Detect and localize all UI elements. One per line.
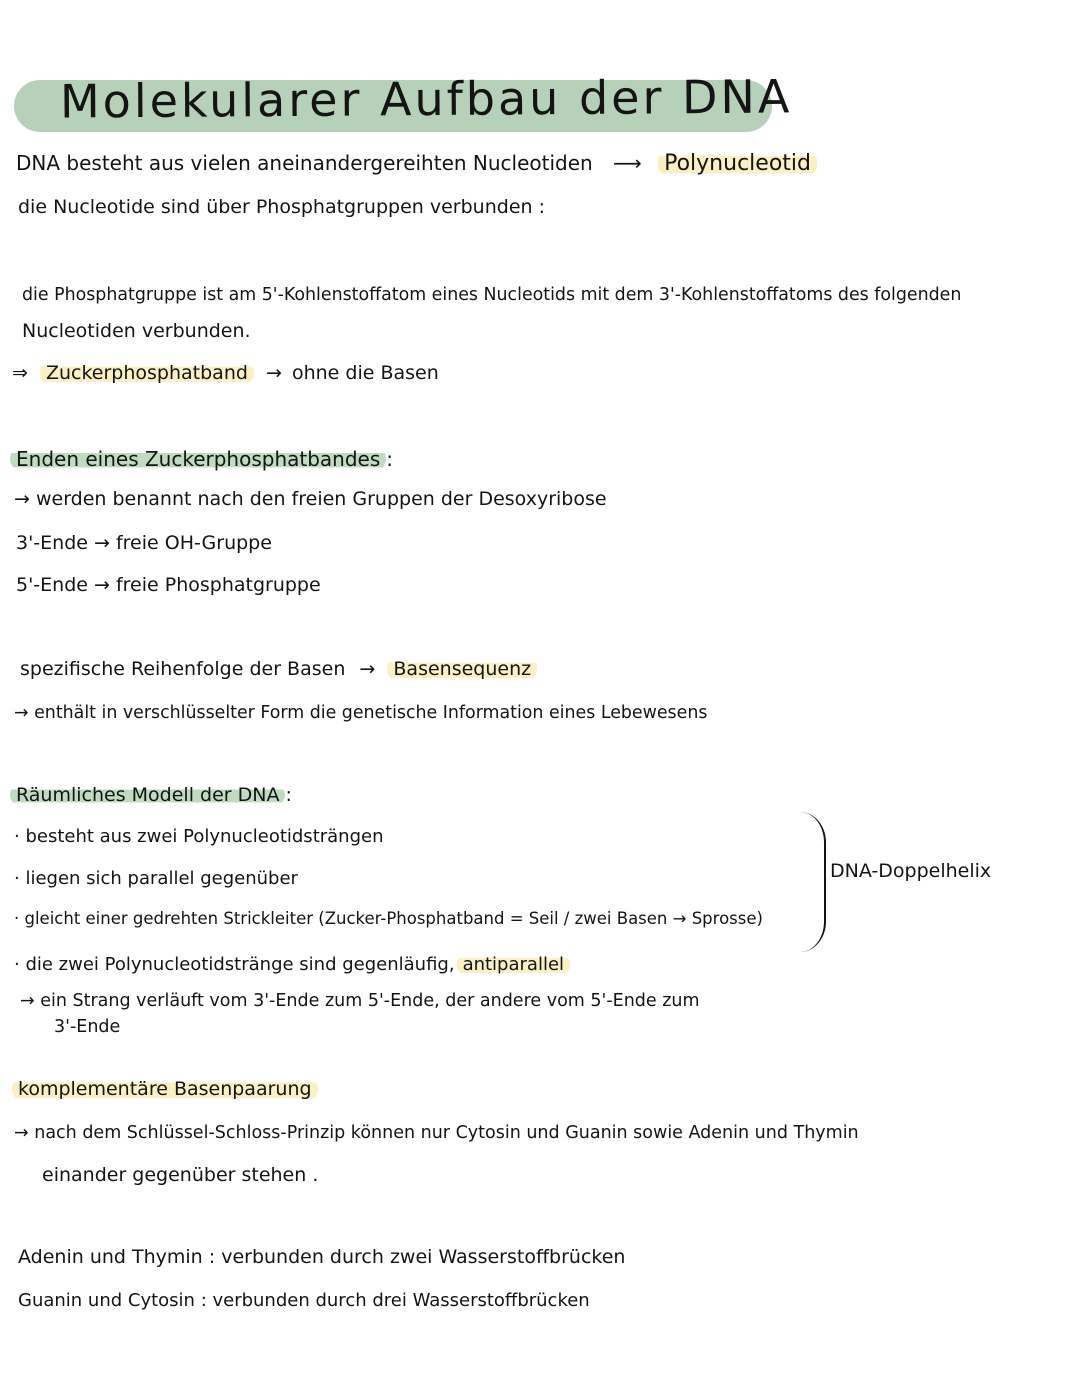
ends-heading-text: Enden eines Zuckerphosphatbandes [10, 447, 386, 471]
arrow-icon: → [359, 658, 376, 680]
bonds-line-2: Guanin und Cytosin : verbunden durch drei Wasserstoffbrücken [18, 1290, 590, 1311]
model-heading [10, 782, 292, 808]
pairing-heading [12, 1076, 318, 1102]
model-heading-text: Räumliches Modell der DNA [10, 784, 285, 806]
double-arrow-icon: ⇒ [12, 362, 28, 384]
intro-line-1 [16, 150, 817, 177]
sequence-line-2: → enthält in verschlüsselter Form die genetische Information eines Lebewesens [14, 703, 708, 723]
antiparallel-term: antiparallel [457, 954, 570, 975]
polynucleotid-term: Polynucleotid [658, 151, 817, 176]
phosphate-line-1: die Phosphatgruppe ist am 5'-Kohlenstoffatom eines Nucleotids mit dem 3'-Kohlenstoffatoms des folgenden [22, 285, 962, 305]
model-arrow-line-2: 3'-Ende [54, 1017, 121, 1037]
intro-text: DNA besteht aus vielen aneinandergereihten Nucleotiden [16, 151, 593, 175]
phosphate-line-2: Nucleotiden verbunden. [22, 320, 251, 342]
zuckerphosphatband-term: Zuckerphosphatband [40, 362, 254, 384]
sequence-text: spezifische Reihenfolge der Basen [20, 658, 346, 680]
arrow-icon: → [265, 362, 282, 384]
pairing-line-1: → nach dem Schlüssel-Schloss-Prinzip können nur Cytosin und Guanin sowie Adenin und Thymin [14, 1123, 859, 1143]
ends-heading-colon: : [386, 447, 394, 471]
ends-line-3: 5'-Ende → freie Phosphatgruppe [16, 574, 321, 596]
model-bullet-4 [14, 952, 570, 978]
curly-brace-icon [800, 812, 826, 952]
model-bullet-2: · liegen sich parallel gegenüber [14, 868, 298, 889]
intro-line-2: die Nucleotide sind über Phosphatgruppen verbunden : [18, 196, 545, 218]
pairing-heading-text: komplementäre Basenpaarung [12, 1078, 318, 1100]
model-bullet-1: · besteht aus zwei Polynucleotidsträngen [14, 826, 384, 847]
ends-line-1: → werden benannt nach den freien Gruppen der Desoxyribose [14, 488, 607, 510]
zuckerphosphatband-line [12, 360, 439, 386]
sequence-line-1 [20, 656, 537, 682]
model-bullet-4-text: · die zwei Polynucleotidstränge sind gegenläufig, [14, 954, 455, 975]
model-arrow-line-1: → ein Strang verläuft vom 3'-Ende zum 5'-Ende, der andere vom 5'-Ende zum [20, 991, 700, 1011]
model-heading-colon: : [285, 784, 292, 806]
page-title: Molekularer Aufbau der DNA [59, 69, 793, 129]
doppelhelix-label: DNA-Doppelhelix [830, 860, 992, 882]
ends-line-2: 3'-Ende → freie OH-Gruppe [16, 532, 272, 554]
bonds-line-1: Adenin und Thymin : verbunden durch zwei Wasserstoffbrücken [18, 1246, 626, 1268]
arrow-icon: ⟶ [613, 151, 642, 175]
ends-heading [10, 446, 393, 472]
zuckerphosphatband-note: ohne die Basen [291, 362, 439, 384]
model-bullet-3: · gleicht einer gedrehten Strickleiter (Zucker-Phosphatband = Seil / zwei Basen → Sprosse) [14, 909, 763, 928]
pairing-line-2: einander gegenüber stehen . [42, 1164, 319, 1186]
basensequenz-term: Basensequenz [387, 658, 537, 680]
